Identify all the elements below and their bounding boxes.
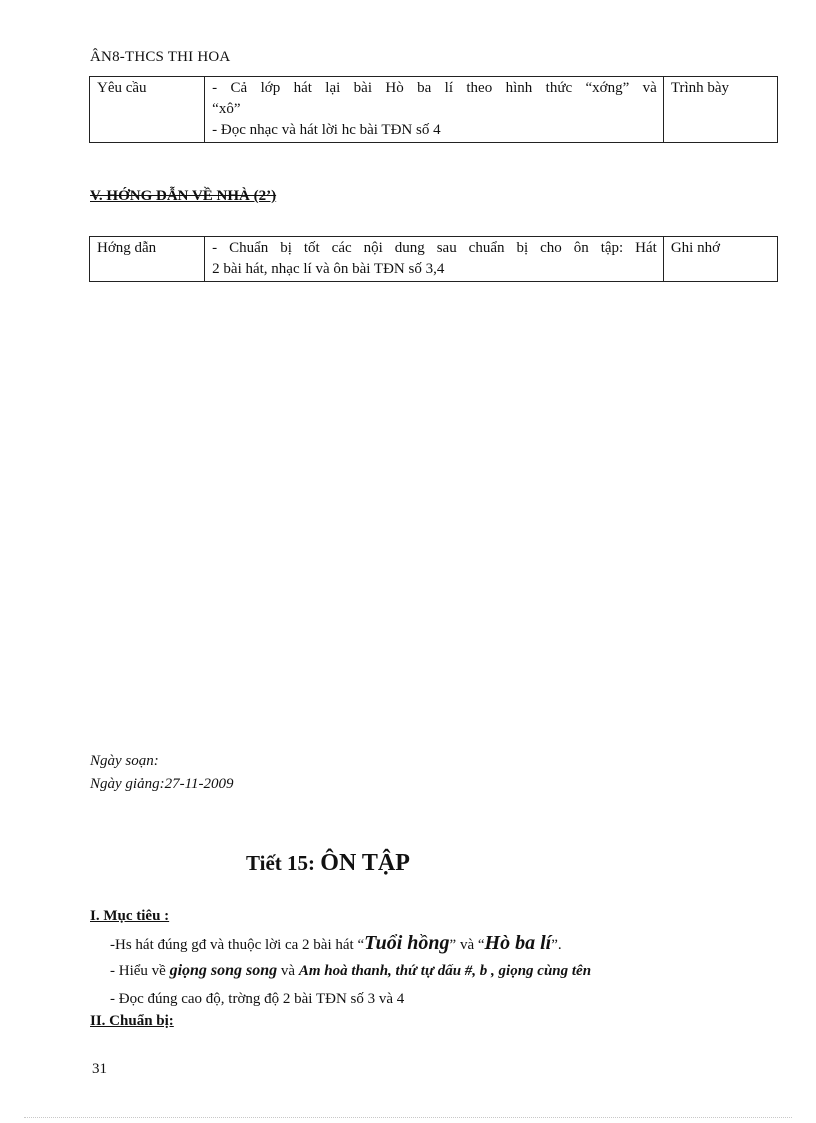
section-v-heading: V. HỚNG DẪN VỀ NHÀ (2’) (90, 188, 277, 204)
teach-date: Ngày giảng:27-11-2009 (90, 776, 234, 792)
lesson-title (246, 850, 410, 877)
song-title: Hò ba lí (484, 932, 552, 954)
requirements-table (89, 76, 778, 143)
document-header: ÂN8-THCS THI HOA (90, 49, 231, 65)
objective-text: ” và “ (449, 937, 485, 953)
date-block (90, 750, 233, 796)
objective-text: - Hiểu về (110, 963, 170, 979)
lesson-name: ÔN TẬP (320, 850, 410, 876)
content-line: 2 bài hát, nhạc lí và ôn bài TĐN số 3,4 (212, 261, 445, 277)
objective-term: giọng song song (169, 962, 278, 979)
table-content-cell (205, 77, 664, 143)
content-line: - Đọc nhạc và hát lời hc bài TĐN số 4 (212, 122, 441, 138)
song-title: Tuổi hồng (364, 932, 450, 954)
objective-text: và (277, 963, 299, 979)
objective-item (110, 932, 562, 955)
homework-table (89, 236, 778, 282)
objective-text: -Hs hát đúng gđ và thuộc lời ca 2 bài hát “ (110, 937, 365, 953)
objective-term: Am hoà thanh, thứ tự dấu #, b , giọng cùng tên (298, 963, 592, 979)
section-i-heading: I. Mục tiêu : (90, 908, 170, 924)
table-note-cell: Ghi nhớ (663, 237, 777, 282)
table-label-cell: Hớng dẫn (90, 237, 205, 282)
content-line: - Chuẩn bị tốt các nội dung sau chuẩn bị cho ôn tập: Hát (212, 240, 657, 256)
objective-text: ”. (551, 937, 562, 953)
table-row (90, 77, 778, 143)
objective-item (110, 962, 591, 980)
table-content-cell (205, 237, 664, 282)
prep-date: Ngày soạn: (90, 753, 159, 769)
objective-item: - Đọc đúng cao độ, trờng độ 2 bài TĐN số 3 và 4 (110, 991, 405, 1007)
table-row (90, 237, 778, 282)
content-line: - Cả lớp hát lại bài Hò ba lí theo hình thức “xớng” và (212, 80, 657, 96)
table-note-cell: Trình bày (663, 77, 777, 143)
lesson-number: Tiết 15: (246, 851, 316, 875)
page-number: 31 (92, 1061, 107, 1077)
page-bottom-divider (24, 1117, 792, 1118)
section-ii-heading: II. Chuẩn bị: (90, 1013, 174, 1029)
content-line: “xô” (212, 101, 241, 117)
table-label-cell: Yêu cầu (90, 77, 205, 143)
